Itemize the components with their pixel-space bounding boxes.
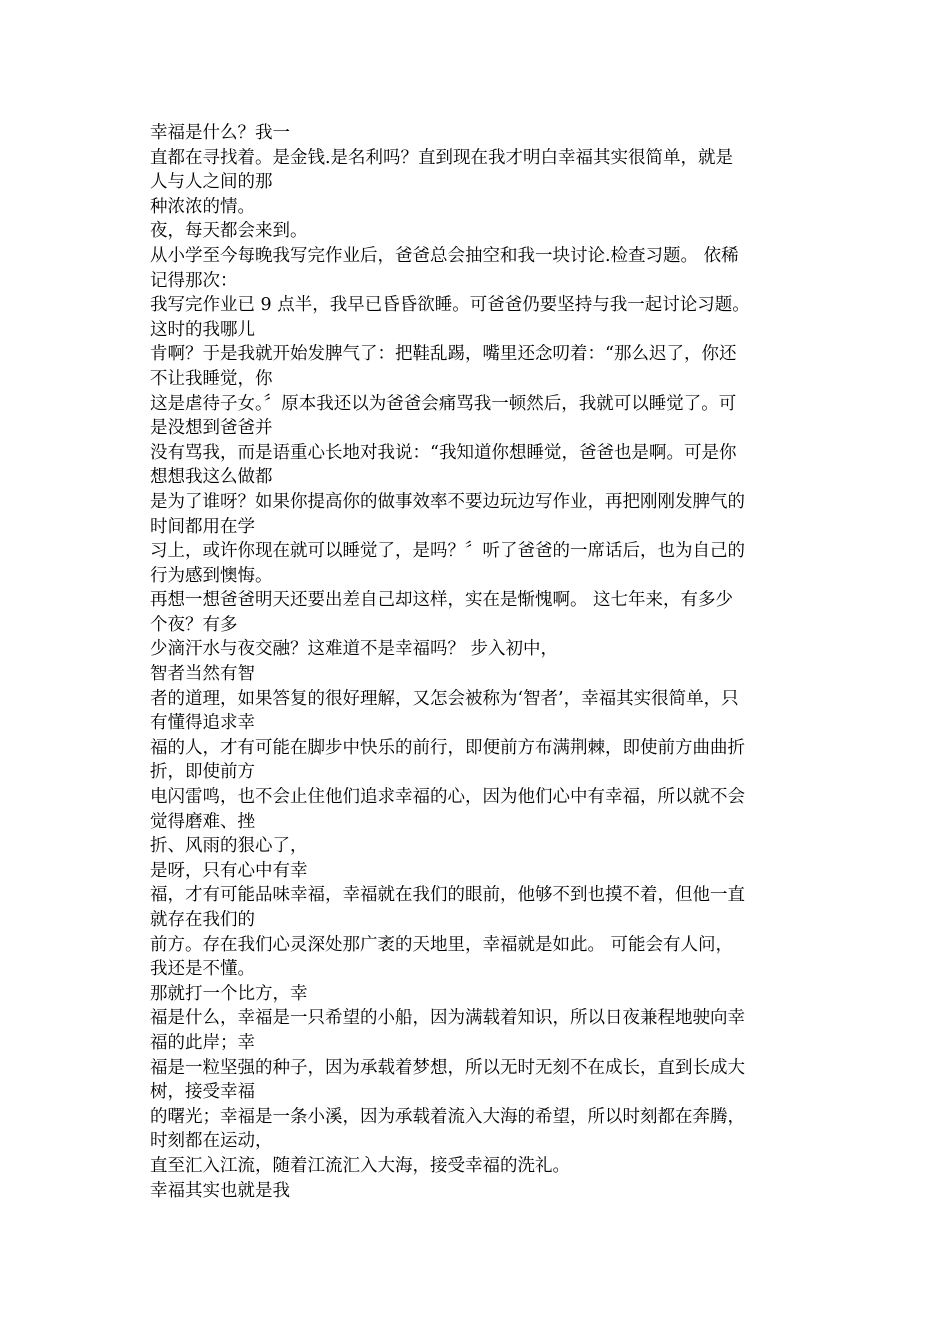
- text-line: 时间都用在学: [150, 516, 255, 537]
- text-line: 幸福其实也就是我: [150, 1180, 290, 1201]
- text-line: 直都在寻找着。是金钱.是名利吗？直到现在我才明白幸福其实很简单，就是: [150, 147, 734, 168]
- text-line: 者的道理，如果答复的很好理解，又怎会被称为‘智者’，幸福其实很简单，只: [150, 688, 739, 709]
- text-line: 智者当然有智: [150, 664, 255, 685]
- text-line: 行为感到懊悔。: [150, 565, 273, 586]
- text-line: 树，接受幸福: [150, 1082, 255, 1103]
- text-line: 不让我睡觉，你: [150, 368, 273, 389]
- text-line: 从小学至今每晚我写完作业后，爸爸总会抽空和我一块讨论.检查习题。 依稀: [150, 245, 739, 266]
- text-line: 时刻都在运动，: [150, 1131, 273, 1152]
- text-line: 直至汇入江流，随着江流汇入大海，接受幸福的洗礼。: [150, 1155, 570, 1176]
- text-line: 前方。存在我们心灵深处那广袤的天地里，幸福就是如此。 可能会有人问，: [150, 934, 734, 955]
- text-line: 福的人，才有可能在脚步中快乐的前行，即便前方布满荆棘，即使前方曲曲折: [150, 737, 745, 758]
- text-line: 福的此岸；幸: [150, 1032, 255, 1053]
- text-line: 是没想到爸爸并: [150, 418, 273, 439]
- text-line: 幸福是什么？我一: [150, 123, 290, 143]
- text-line: 是呀，只有心中有幸: [150, 860, 308, 881]
- text-line: 电闪雷鸣，也不会止住他们追求幸福的心，因为他们心中有幸福，所以就不会: [150, 787, 745, 808]
- text-line: 福，才有可能品味幸福，幸福就在我们的眼前，他够不到也摸不着，但他一直: [150, 885, 745, 906]
- text-line: 福是什么，幸福是一只希望的小船，因为满载着知识，所以日夜兼程地驶向幸: [150, 1008, 745, 1029]
- text-line: 这时的我哪儿: [150, 319, 255, 340]
- text-line: 记得那次：: [150, 270, 238, 291]
- text-line: 这是虐待子女。〞原本我还以为爸爸会痛骂我一顿然后，我就可以睡觉了。可: [150, 393, 737, 414]
- text-line: 的曙光；幸福是一条小溪，因为承载着流入大海的希望，所以时刻都在奔腾，: [150, 1106, 745, 1127]
- text-line: 个夜？有多: [150, 614, 238, 635]
- text-line: 再想一想爸爸明天还要出差自己却这样，实在是惭愧啊。 这七年来，有多少: [150, 590, 734, 611]
- text-line: 没有骂我，而是语重心长地对我说：“我知道你想睡觉，爸爸也是啊。可是你: [150, 442, 737, 463]
- text-line: 我写完作业已 9 点半，我早已昏昏欲睡。可爸爸仍要坚持与我一起讨论习题。: [150, 295, 750, 316]
- text-line: 就存在我们的: [150, 910, 255, 930]
- text-line: 肯啊？于是我就开始发脾气了：把鞋乱踢，嘴里还念叨着：“那么迟了，你还: [150, 344, 737, 365]
- text-line: 习上，或许你现在就可以睡觉了，是吗？〞听了爸爸的一席话后，也为自己的: [150, 541, 745, 562]
- essay-body: [150, 121, 810, 1203]
- text-line: 我还是不懂。: [150, 959, 255, 980]
- text-line: 觉得磨难、挫: [150, 811, 255, 832]
- text-line: 人与人之间的那: [150, 172, 273, 193]
- text-line: 折，即使前方: [150, 762, 255, 783]
- text-line: 想想我这么做都: [150, 467, 273, 488]
- text-line: 福是一粒坚强的种子，因为承载着梦想，所以无时无刻不在成长，直到长成大: [150, 1057, 745, 1078]
- text-line: 那就打一个比方，幸: [150, 983, 308, 1004]
- text-line: 夜，每天都会来到。: [150, 221, 308, 242]
- text-line: 少滴汗水与夜交融？这难道不是幸福吗？ 步入初中，: [150, 639, 559, 660]
- text-line: 折、风雨的狠心了，: [150, 836, 308, 857]
- text-line: 是为了谁呀？如果你提高你的做事效率不要边玩边写作业，再把刚刚发脾气的: [150, 491, 745, 512]
- text-line: 有懂得追求幸: [150, 713, 255, 734]
- text-line: 种浓浓的情。: [150, 196, 255, 217]
